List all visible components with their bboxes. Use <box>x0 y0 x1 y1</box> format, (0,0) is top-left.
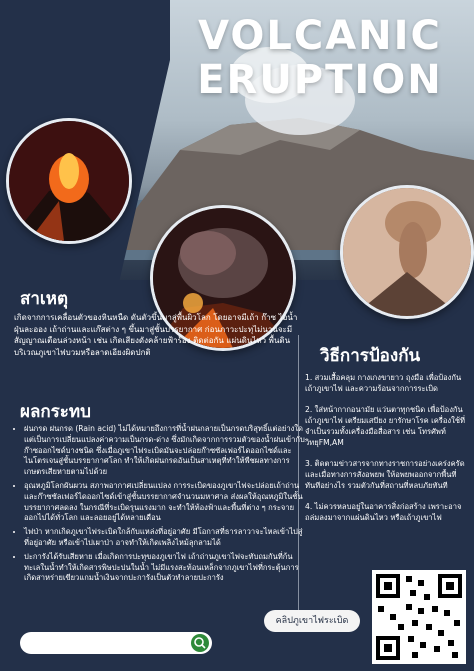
prevention-heading: วิธีการป้องกัน <box>320 346 421 366</box>
page-title <box>175 14 465 102</box>
effects-item: • ฝนกรด ฝนกรด (Rain acid) ไม่ได้หมายถึงการที่น้ำฝนกลายเป็นกรดบริสุทธิ์แต่อย่างใด แต่เป็นการเปลี่ยนแปลงค่าความเป็นกรด-ด่าง ซึ่งมักเกิดจากการรวมตัวของน้ำฝนเข้ากับก๊าซออกไซด์บางชนิด ซึ่งเมื่อภูเขาไฟระเบิดมันจะปล่อยก๊าซซัลเฟอร์ไดออกไซด์และไนโตรเจนสู่ชั้นบรรยากาศโลก ทำให้เกิดฝนกรดอันเป็นสาเหตุที่ทำให้พืชผลทางการเกษตรเสียหายตามไปด้วย <box>24 424 306 478</box>
prevention-item: 2. ใส่หน้ากากอนามัย แว่นตาทุกชนิด เพื่อป้องกันเถ้าภูเขาไฟ เตรียมเสบียง ยารักษาโรค เครื่องใช้ที่จำเป็นรวมทั้งเครื่องมือสื่อสาร เช่น โทรศัพท์ วิทยุFM,AM <box>305 405 466 447</box>
prevention-item: 3. ติดตามข่าวสารจากทางราชการอย่างเคร่งครัด และเมื่อทางการสั่งอพยพ ให้อพยพออกจากพื้นที่ทันทีอย่างไร รวมตัวกันที่สถานที่หลบภัยทันที <box>305 459 465 490</box>
title-line-2: ERUPTION <box>197 57 443 103</box>
effects-item: • ไฟป่า หากเกิดภูเขาไฟระเบิดใกล้กับแหล่งที่อยู่อาศัย มีโอกาสที่ธารลาวาจะไหลเข้าไปสู่ที่อยู่อาศัย หรือเข้าไปเผาป่า อาจทำให้เกิดเพลิงไหม้ลุกลามได้ <box>24 527 306 549</box>
search-bar[interactable] <box>20 632 212 654</box>
cause-heading: สาเหตุ <box>20 289 68 309</box>
search-icon[interactable] <box>191 634 209 652</box>
ash-column-image-right <box>340 185 474 319</box>
prevention-item: 4. ไม่ควรหลบอยู่ในอาคารสิ่งก่อสร้าง เพราะอาจถล่มลงมาจากแผ่นดินไหว หรือเถ้าภูเขาไฟ <box>305 502 462 522</box>
effects-heading: ผลกระทบ <box>20 402 91 422</box>
erupting-volcano-image-left <box>6 118 132 244</box>
prevention-list <box>305 372 465 533</box>
effects-item: • ปะการังได้รับเสียหาย เมื่อเกิดการปะทุของภูเขาไฟ เถ้าถ่านภูเขาไฟจะทับถมกันที่ก้นทะเลในน้ำทำให้เกิดสารพิษปะปนในน้ำ ไม่มีแรงสะท้อนเหล็กจากภูเขาไฟที่กระตุ้นการเกิดสาหร่ายเขียวแกมน้ำเงินจากปะการังเป็นตัวทำลายปะการัง <box>24 552 306 584</box>
qr-code[interactable] <box>372 570 466 664</box>
cause-text: เกิดจากการเคลื่อนตัวของหินหนืด ดันตัวขึ้นมาสู่พื้นผิวโลก โดยอาจมีเถ้า ก๊าซ ไอน้ำ ฝุ่นละออง เถ้าถ่านและแก๊สต่าง ๆ ขึ้นมาสู่ชั้นบรรยากาศ ก่อนภาวะปะทุไม่นานจะมีสัญญาณเตือนล่วงหน้า เช่น เกิดเสียงดังคล้ายฟ้าร้อง ติดต่อกัน แผ่นดินไหว พื้นดินบริเวณภูเขาไฟบวมหรือลาดเอียงผิดปกติ <box>14 313 298 357</box>
effects-item: • อุณหภูมิโลกผันผวน สภาพอากาศเปลี่ยนแปลง การระเบิดของภูเขาไฟจะปล่อยเถ้าถ่านและก๊าซซัลเฟอร์ไดออกไซด์เข้าสู่ชั้นบรรยากาศจำนวนมหาศาล ส่งผลให้อุณหภูมิในชั้นบรรยากาศลดลง ในกรณีที่ระเบิดรุนแรงมาก จะทำให้ท้องฟ้าและพื้นที่ต่าง ๆ กระจายออกไปได้ทั่วโลก และลอยอยู่ได้หลายเดือน <box>24 481 306 524</box>
effects-list <box>14 424 306 587</box>
volcano-clip-link-button[interactable]: คลิปภูเขาไฟระเบิด <box>264 610 360 632</box>
prevention-item: 1. สวมเสื้อคลุม กางเกงขายาว ถุงมือ เพื่อป้องกันเถ้าภูเขาไฟ และความร้อนจากการระเบิด <box>305 373 462 393</box>
title-line-1: VOLCANIC <box>198 13 442 59</box>
